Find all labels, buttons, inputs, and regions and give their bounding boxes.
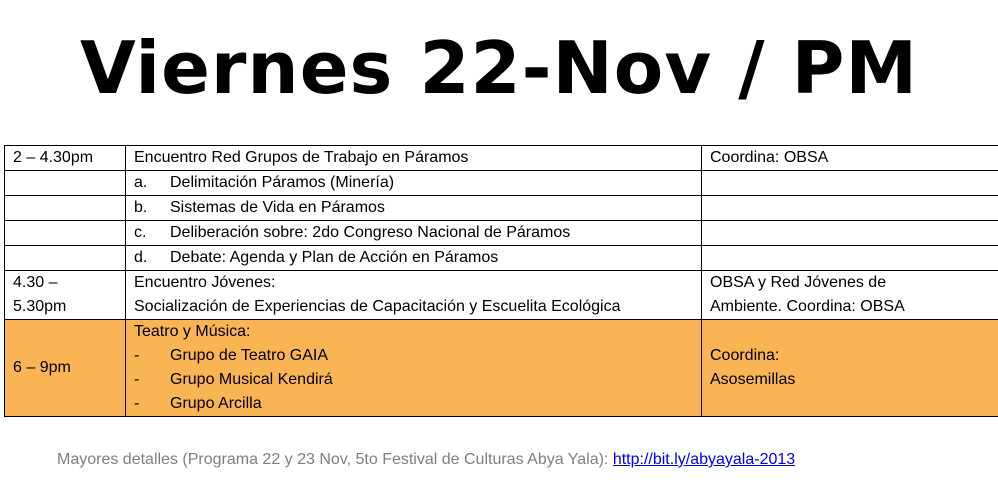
time-cell: 6 – 9pm — [5, 320, 126, 417]
activity-cell — [126, 246, 702, 271]
list-marker: - — [134, 371, 140, 388]
time-cell: 2 – 4.30pm — [5, 146, 126, 171]
list-marker: - — [134, 347, 140, 364]
coord-line: Asosemillas — [710, 371, 796, 388]
footer-text: Mayores detalles (Programa 22 y 23 Nov, 5to Festival de Culturas Abya Yala): — [57, 451, 613, 468]
time-line: 5.30pm — [13, 298, 67, 315]
time-cell — [5, 246, 126, 271]
list-marker: c. — [134, 224, 147, 241]
time-cell — [5, 221, 126, 246]
coord-line: Coordina: — [710, 347, 780, 364]
coord-cell — [702, 320, 998, 417]
activity-heading: Teatro y Música: — [134, 323, 251, 340]
activity-cell — [126, 271, 702, 320]
coord-line: Ambiente. Coordina: OBSA — [710, 298, 905, 315]
list-marker: - — [134, 395, 140, 412]
coord-cell — [702, 271, 998, 320]
list-item: Grupo de Teatro GAIA — [170, 347, 329, 364]
table-row — [5, 320, 998, 417]
coord-cell — [702, 196, 998, 221]
list-item: Delimitación Páramos (Minería) — [170, 174, 395, 191]
table-row — [5, 146, 998, 171]
coord-cell — [702, 171, 998, 196]
activity-cell — [126, 196, 702, 221]
coord-cell — [702, 221, 998, 246]
schedule-table — [4, 145, 998, 417]
list-marker: b. — [134, 199, 148, 216]
coord-cell: Coordina: OBSA — [702, 146, 998, 171]
activity-cell — [126, 320, 702, 417]
list-item: Sistemas de Vida en Páramos — [170, 199, 385, 216]
table-row — [5, 221, 998, 246]
time-line: 4.30 – — [13, 274, 58, 291]
table-row — [5, 246, 998, 271]
coord-line: OBSA y Red Jóvenes de — [710, 274, 887, 291]
page-title: Viernes 22-Nov / PM — [79, 26, 919, 110]
list-item: Deliberación sobre: 2do Congreso Nacional de Páramos — [170, 224, 571, 241]
list-item: Debate: Agenda y Plan de Acción en Páramos — [170, 249, 499, 266]
coord-cell — [702, 246, 998, 271]
time-cell — [5, 271, 126, 320]
list-marker: d. — [134, 249, 148, 266]
list-item: Grupo Musical Kendirá — [170, 371, 333, 388]
list-item: Grupo Arcilla — [170, 395, 262, 412]
table-row — [5, 196, 998, 221]
time-cell — [5, 171, 126, 196]
activity-cell — [126, 221, 702, 246]
time-cell — [5, 196, 126, 221]
list-marker: a. — [134, 174, 148, 191]
activity-cell: Encuentro Red Grupos de Trabajo en Páramos — [126, 146, 702, 171]
activity-detail: Socialización de Experiencias de Capacitación y Escuelita Ecológica — [134, 298, 621, 315]
festival-link[interactable]: http://bit.ly/abyayala-2013 — [612, 451, 796, 468]
activity-cell — [126, 171, 702, 196]
footer-note — [57, 451, 795, 469]
table-row — [5, 271, 998, 320]
table-row — [5, 171, 998, 196]
activity-heading: Encuentro Jóvenes: — [134, 274, 276, 291]
